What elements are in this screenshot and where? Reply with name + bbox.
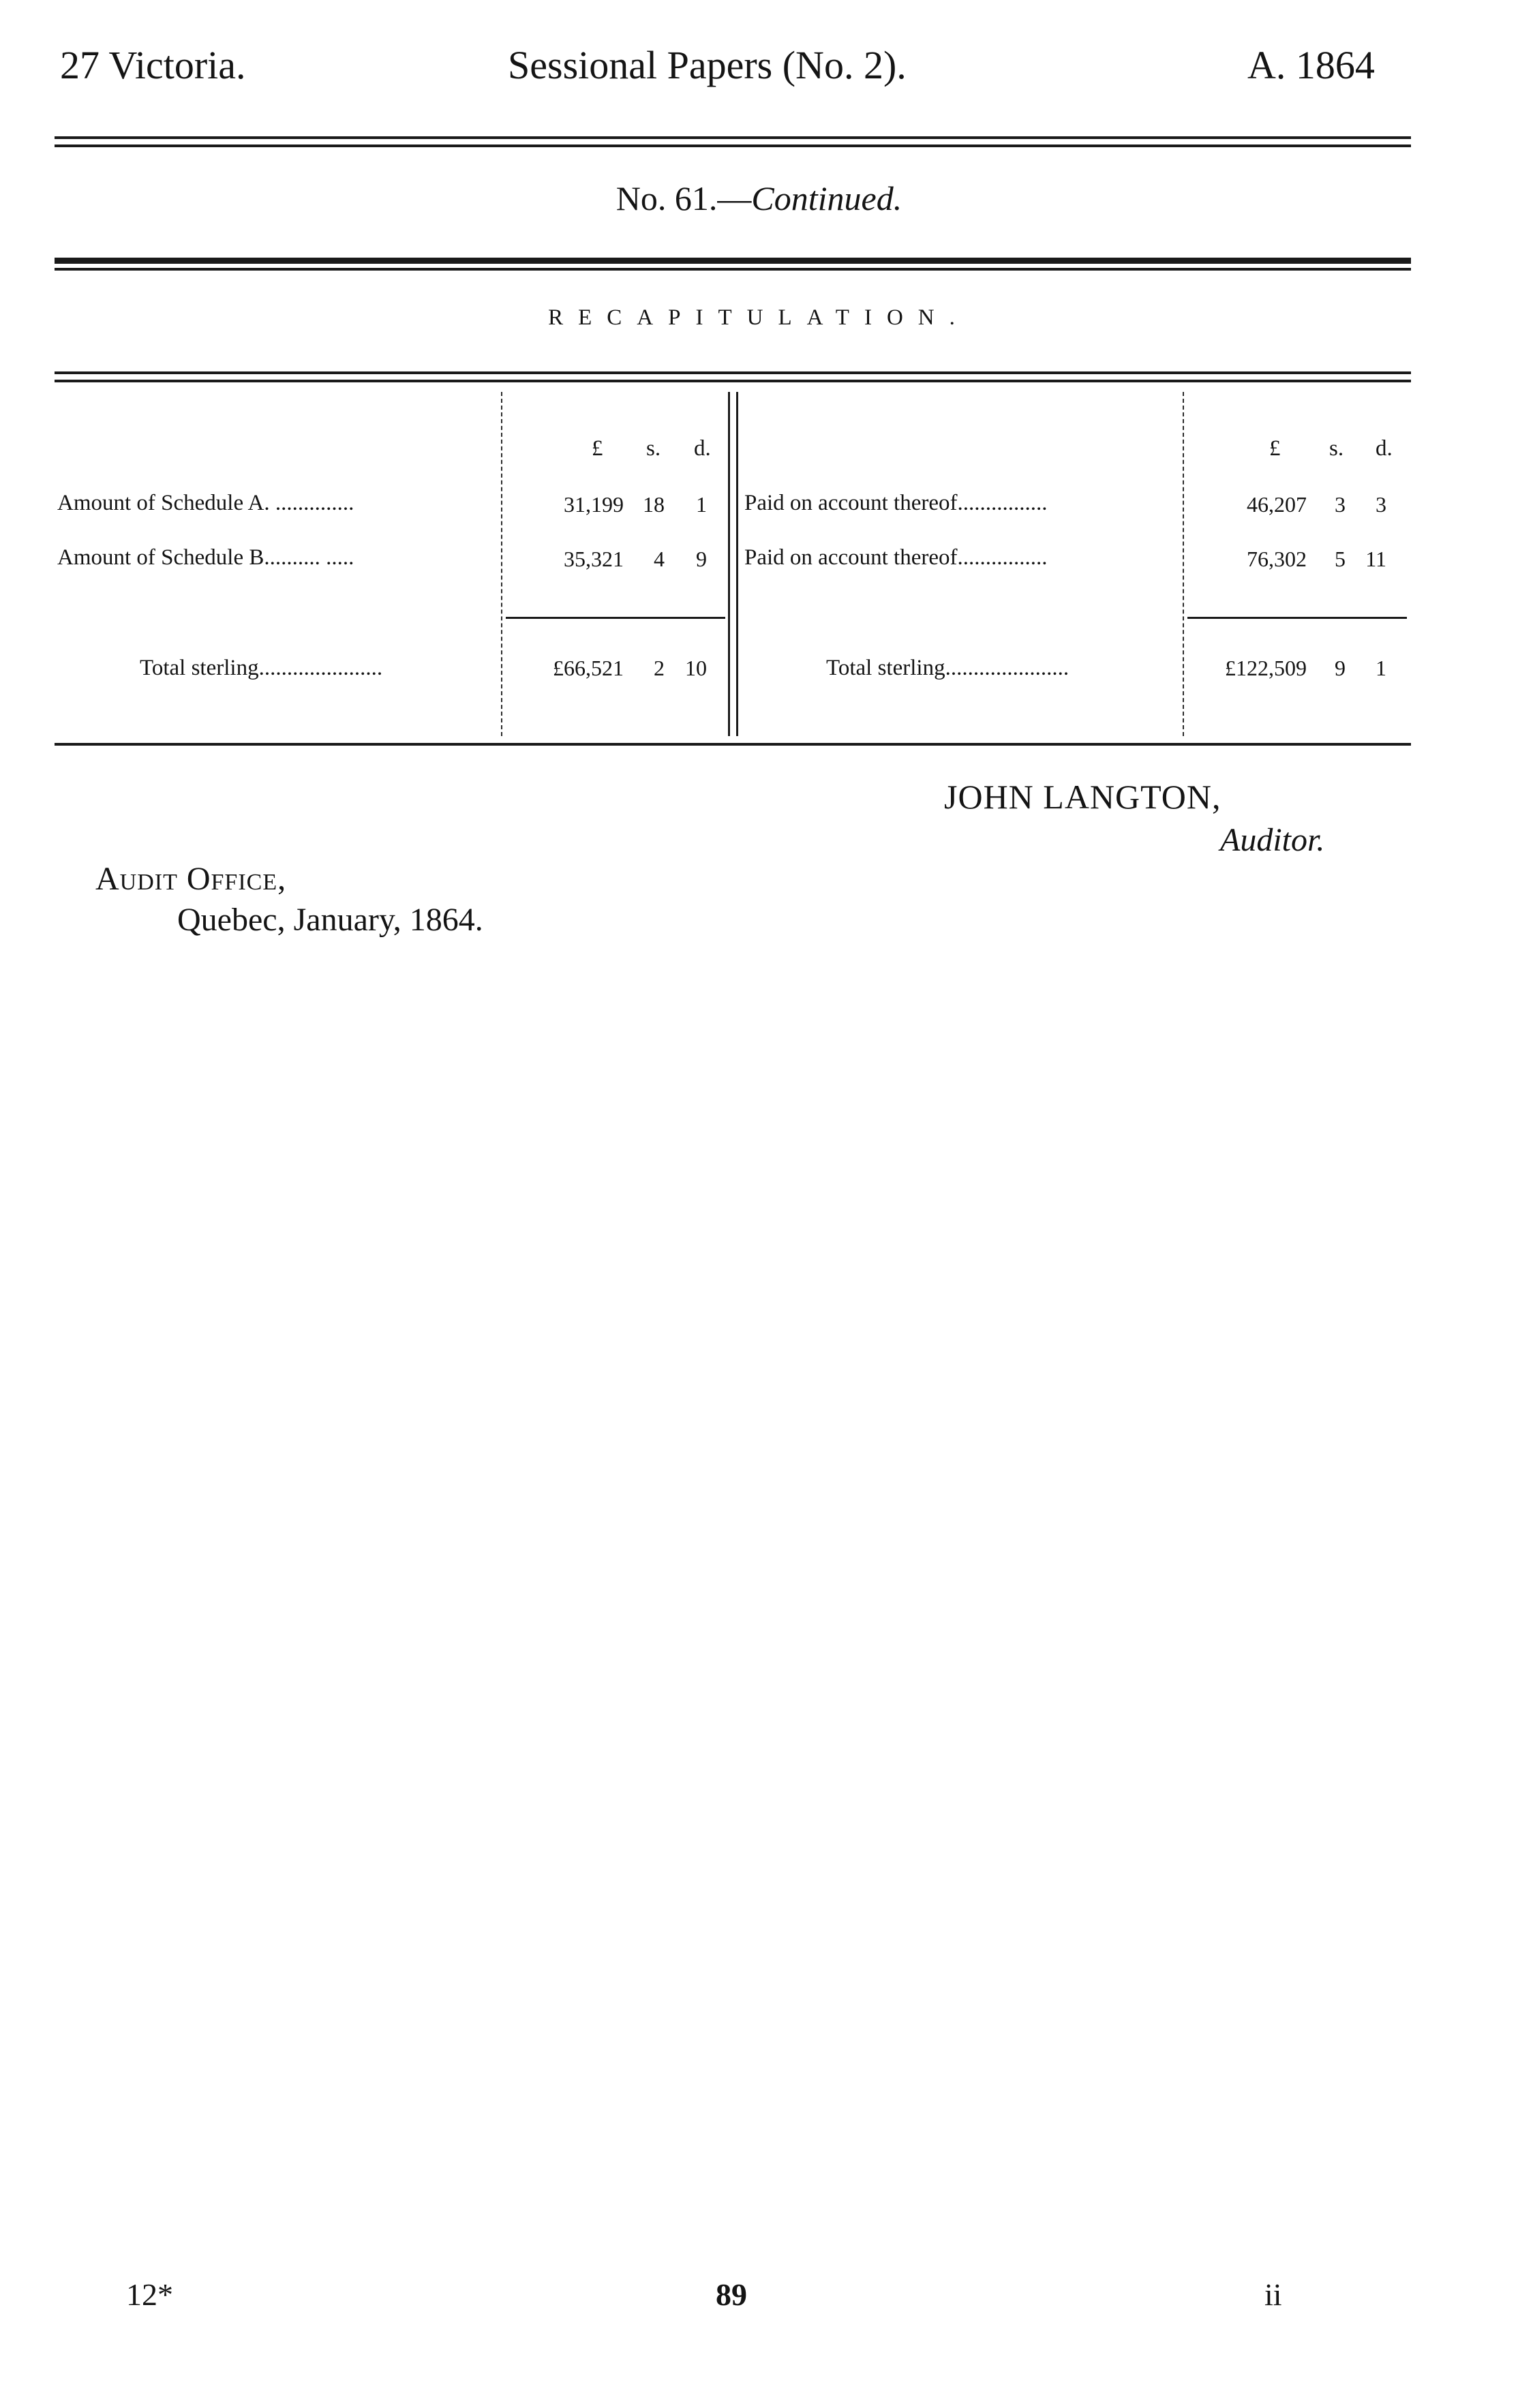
left-header-pence: d.: [694, 436, 711, 461]
left-row-label: Amount of Schedule B.......... .....: [57, 545, 354, 570]
subtitle-rule-thick: [55, 258, 1411, 264]
right-row-pounds: 46,207: [1247, 492, 1307, 517]
section-title: RECAPITULATION.: [548, 305, 970, 330]
subtitle-rule-thin: [55, 268, 1411, 271]
subtitle-continued: Continued.: [751, 179, 902, 217]
left-total-pounds: £66,521: [553, 656, 624, 680]
left-row-shillings: 18: [643, 492, 665, 517]
header-rule-top: [55, 136, 1411, 139]
right-row-pounds: 76,302: [1247, 547, 1307, 571]
footer-right-mark: ii: [1264, 2277, 1282, 2312]
signatory-title: Auditor.: [1220, 822, 1325, 858]
place-date: Quebec, January, 1864.: [177, 902, 483, 938]
right-header-shillings: s.: [1329, 436, 1344, 461]
left-total-label: Total sterling......................: [140, 656, 383, 680]
right-row-shillings: 3: [1335, 492, 1346, 517]
left-row-pounds: 35,321: [564, 547, 624, 571]
left-total-shillings: 2: [654, 656, 665, 680]
right-amount-separator: [1183, 392, 1184, 736]
document-subtitle: [0, 179, 1518, 218]
header-center: Sessional Papers (No. 2).: [508, 43, 907, 87]
right-row-pence: 3: [1376, 492, 1386, 517]
right-total-shillings: 9: [1335, 656, 1346, 680]
left-total-pence: 10: [685, 656, 707, 680]
footer-signature-mark: 12*: [126, 2277, 173, 2312]
right-row-shillings: 5: [1335, 547, 1346, 571]
right-header-pence: d.: [1376, 436, 1393, 461]
left-row-pounds: 31,199: [564, 492, 624, 517]
right-total-pounds: £122,509: [1225, 656, 1307, 680]
center-separator-1: [728, 392, 730, 736]
center-separator-2: [736, 392, 738, 736]
table-rule-top-1: [55, 371, 1411, 374]
left-amount-separator: [501, 392, 502, 736]
left-row-label: Amount of Schedule A. ..............: [57, 491, 354, 515]
header-left: 27 Victoria.: [60, 43, 246, 87]
left-row-pence: 9: [696, 547, 707, 571]
left-row-pence: 1: [696, 492, 707, 517]
left-header-shillings: s.: [646, 436, 661, 461]
header-rule-bottom: [55, 144, 1411, 147]
right-header-pounds: £: [1269, 436, 1281, 461]
signatory-name: JOHN LANGTON,: [944, 778, 1221, 816]
right-row-label: Paid on account thereof................: [744, 545, 1048, 570]
left-total-rule: [506, 617, 725, 619]
left-row-shillings: 4: [654, 547, 665, 571]
left-header-pounds: £: [592, 436, 603, 461]
right-row-pence: 11: [1365, 547, 1386, 571]
footer-page-number: 89: [716, 2277, 747, 2312]
right-row-label: Paid on account thereof................: [744, 491, 1048, 515]
table-rule-bottom: [55, 743, 1411, 746]
header-right: A. 1864: [1247, 43, 1375, 87]
table-rule-top-2: [55, 380, 1411, 382]
subtitle-number: No. 61.—: [616, 179, 752, 217]
right-total-rule: [1187, 617, 1407, 619]
office-name: Audit Office,: [95, 861, 287, 897]
right-total-label: Total sterling......................: [826, 656, 1069, 680]
right-total-pence: 1: [1376, 656, 1386, 680]
